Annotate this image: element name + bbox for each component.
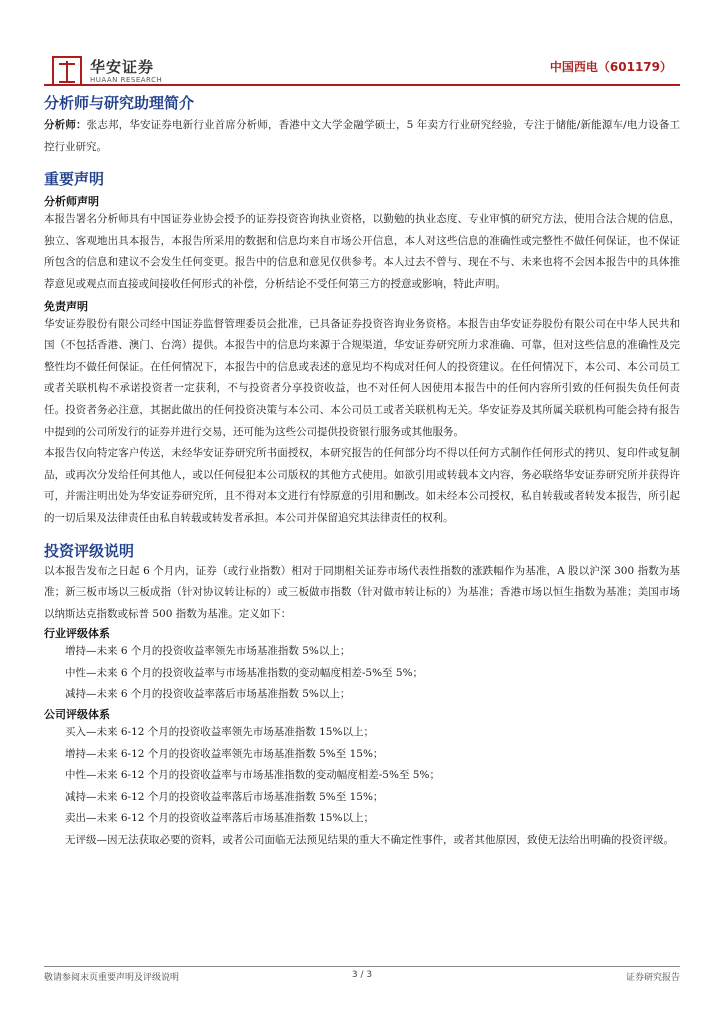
footer-report-type: 证券研究报告 xyxy=(625,973,680,983)
exemption-paragraph-1: 华安证券股份有限公司经中国证券监督管理委员会批准，已具备证券投资咨询业务资格。本报告由华安证券股份有限公司在中华人民共和国（不包括香港、澳门、台湾）提供。本报告中的信息均来源于合规渠道，华安证券研究所力求准确、可靠，但对这些信息的准确性及完整性均不做任何保证。在任何情况下，本报告中的信息或表述的意见均不构成对任何人的投资建议。在任何情况下，本公司、本公司员工或者关联机构不承诺投资者一定获利，不与投资者分享投资收益，也不对任何人因使用本报告中的任何内容所引致的任何损失负任何责任。投资者务必注意，其据此做出的任何投资决策与本公司、本公司员工或者关联机构无关。华安证券及其所属关联机构可能会持有报告中提到的公司所发行的证券并进行交易，还可能为这些公司提供投资银行服务或其他服务。 xyxy=(44,317,680,438)
huaan-logo-icon xyxy=(52,56,82,86)
rating-section-title: 投资评级说明 xyxy=(44,541,135,560)
brand-name-en: HUAAN RESEARCH xyxy=(90,76,163,84)
footer-note: 敬请参阅末页重要声明及评级说明 xyxy=(44,973,180,983)
no-rating-item: 无评级—因无法获取必要的资料，或者公司面临无法预见结果的重大不确定性事件，或者其他原因，致使无法给出明确的投资评级。 xyxy=(65,834,674,847)
page-number: 3 / 3 xyxy=(351,970,373,980)
footer-divider xyxy=(44,966,680,967)
header-divider xyxy=(44,84,680,86)
analyst-statement: 本报告署名分析师具有中国证券业协会授予的证券投资咨询执业资格，以勤勉的执业态度、专业审慎的研究方法，使用合法合规的信息，独立、客观地出具本报告，本报告所采用的数据和信息均来自市场公开信息，本人对这些信息的准确性或完整性不做任何保证，也不保证所包含的信息和建议不会发生任何变更。报告中的信息和意见仅供参考。本人过去不曾与、现在不与、未来也将不会因本报告中的具体推荐意见或观点而直接或间接收任何形式的补偿，分析结论不受任何第三方的授意或影响，特此声明。 xyxy=(44,213,680,290)
stock-title: 中国西电（601179） xyxy=(549,60,672,74)
analyst-statement-title: 分析师声明 xyxy=(44,195,99,209)
exemption-title: 免责声明 xyxy=(44,299,88,313)
rating-intro: 以本报告发布之日起 6 个月内，证券（或行业指数）相对于同期相关证券市场代表性指数的涨跌幅作为基准，A 股以沪深 300 指数为基准；新三板市场以三板成指（针对协议转让标的）或三板做市指数（针对做市转让标的）为基准；香港市场以恒生指数为基准；美国市场以纳斯达克指数或标普 500 指数为基准。定义如下： xyxy=(44,564,680,620)
disclaimer-section-title: 重要声明 xyxy=(44,170,105,189)
report-body xyxy=(44,92,680,852)
brand-name: 华安证券 xyxy=(90,58,155,76)
analyst-label: 分析师： xyxy=(44,119,87,131)
industry-rating-title: 行业评级体系 xyxy=(44,627,110,641)
industry-rating-item: 减持—未来 6 个月的投资收益率落后市场基准指数 5%以上； xyxy=(65,688,351,701)
company-rating-item: 减持—未来 6-12 个月的投资收益率落后市场基准指数 5%至 15%； xyxy=(65,790,384,803)
company-rating-item: 卖出—未来 6-12 个月的投资收益率落后市场基准指数 15%以上； xyxy=(65,812,374,825)
company-rating-item: 中性—未来 6-12 个月的投资收益率与市场基准指数的变动幅度相差-5%至 5%； xyxy=(65,769,440,782)
analyst-bio: 张志邦，华安证券电新行业首席分析师，香港中文大学金融学硕士，5 年卖方行业研究经验，专注于储能/新能源车/电力设备工控行业研究。 xyxy=(44,119,681,153)
company-rating-item: 增持—未来 6-12 个月的投资收益率领先市场基准指数 5%至 15%； xyxy=(65,747,384,760)
analyst-intro xyxy=(44,115,680,158)
industry-rating-item: 中性—未来 6 个月的投资收益率与市场基准指数的变动幅度相差-5%至 5%； xyxy=(65,666,424,679)
company-rating-title: 公司评级体系 xyxy=(44,708,110,722)
industry-rating-item: 增持—未来 6 个月的投资收益率领先市场基准指数 5%以上； xyxy=(65,645,351,658)
exemption-paragraph-2: 本报告仅向特定客户传送，未经华安证券研究所书面授权，本研究报告的任何部分均不得以任何方式制作任何形式的拷贝、复印件或复制品，或再次分发给任何其他人，或以任何侵犯本公司版权的其他方式使用。如欲引用或转载本文内容，务必联络华安证券研究所并获得许可，并需注明出处为华安证券研究所，且不得对本文进行有悖原意的引用和删改。如未经本公司授权，私自转载或者转发本报告，所引起的一切后果及法律责任由私自转载或转发者承担。本公司并保留追究其法律责任的权利。 xyxy=(44,447,680,524)
company-rating-item: 买入—未来 6-12 个月的投资收益率领先市场基准指数 15%以上； xyxy=(65,726,374,739)
analyst-section-title: 分析师与研究助理简介 xyxy=(44,94,195,112)
page-header xyxy=(44,54,680,88)
